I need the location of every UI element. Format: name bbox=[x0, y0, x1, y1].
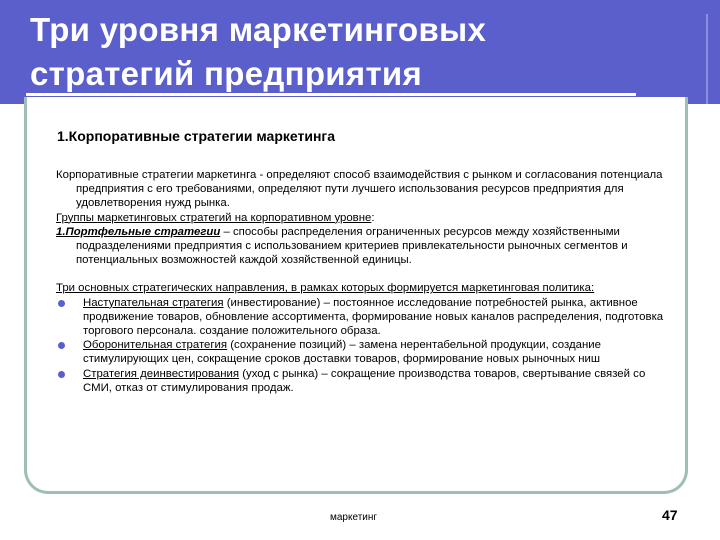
strategy-term: Оборонительная стратегия bbox=[83, 339, 228, 352]
section-heading: 1.Корпоративные стратегии маркетинга bbox=[57, 128, 336, 144]
spacer bbox=[56, 267, 666, 281]
bullet-dot-icon bbox=[58, 342, 65, 349]
bullet-dot-icon bbox=[58, 371, 65, 378]
slide-title-line-1: Три уровня маркетинговых bbox=[30, 11, 487, 48]
list-item bbox=[56, 338, 666, 366]
paragraph-definition: Корпоративные стратегии маркетинга - определяют способ взаимодействия с рынком и согласования потенциала предприятия с его требованиями, определяют пути лучшего использования ресурсов предприятия для удовлетворения нужд рынка. bbox=[56, 169, 663, 210]
footer-label: маркетинг bbox=[330, 512, 378, 523]
bullet-dot-icon bbox=[58, 300, 65, 307]
portfolio-text: – способы распределения ограниченных ресурсов между хозяйственными подразделениями предприятия с использованием критериев привлекательности рыночных сегментов и потенциальных возможностей каждой хозяйственной единицы. bbox=[76, 225, 628, 267]
slide-title-line-2: стратегий предприятия bbox=[30, 55, 423, 92]
paragraph-portfolio bbox=[56, 225, 666, 268]
paragraph-groups bbox=[56, 211, 666, 225]
page-number: 47 bbox=[662, 507, 678, 523]
slide-body bbox=[56, 168, 666, 395]
strategy-term: Стратегия деинвестирования bbox=[83, 367, 240, 380]
paragraph-directions bbox=[56, 281, 666, 295]
strategy-text: (инвестирование) – постоянное исследование потребностей рынка, активное продвижение товаров, обновление ассортимента, формирование новых каналов распределения, подготовка торгового персонала. создание положительного образа. bbox=[83, 296, 664, 338]
portfolio-term: 1.Портфельные стратегии bbox=[56, 225, 221, 238]
strategy-term: Наступательная стратегия bbox=[83, 296, 224, 309]
title-underline bbox=[26, 93, 636, 96]
groups-label: Группы маркетинговых стратегий на корпоративном уровне bbox=[56, 211, 372, 224]
slide-title bbox=[30, 8, 670, 96]
list-item bbox=[56, 367, 666, 395]
strategy-text: (уход с рынка) – сокращение производства товаров, свертывание связей со СМИ, отказ от стимулирования продаж. bbox=[83, 367, 646, 394]
strategy-list bbox=[56, 296, 666, 395]
directions-label: Три основных стратегических направления, в рамках которых формируется маркетинговая политика: bbox=[56, 282, 595, 295]
list-item bbox=[56, 296, 666, 339]
strategy-text: (сохранение позиций) – замена нерентабельной продукции, создание стимулирующих цен, сокращение сроков доставки товаров, формирование новых рыночных ниш bbox=[83, 339, 601, 366]
title-bar-edge bbox=[706, 14, 720, 104]
groups-colon: : bbox=[371, 211, 375, 224]
